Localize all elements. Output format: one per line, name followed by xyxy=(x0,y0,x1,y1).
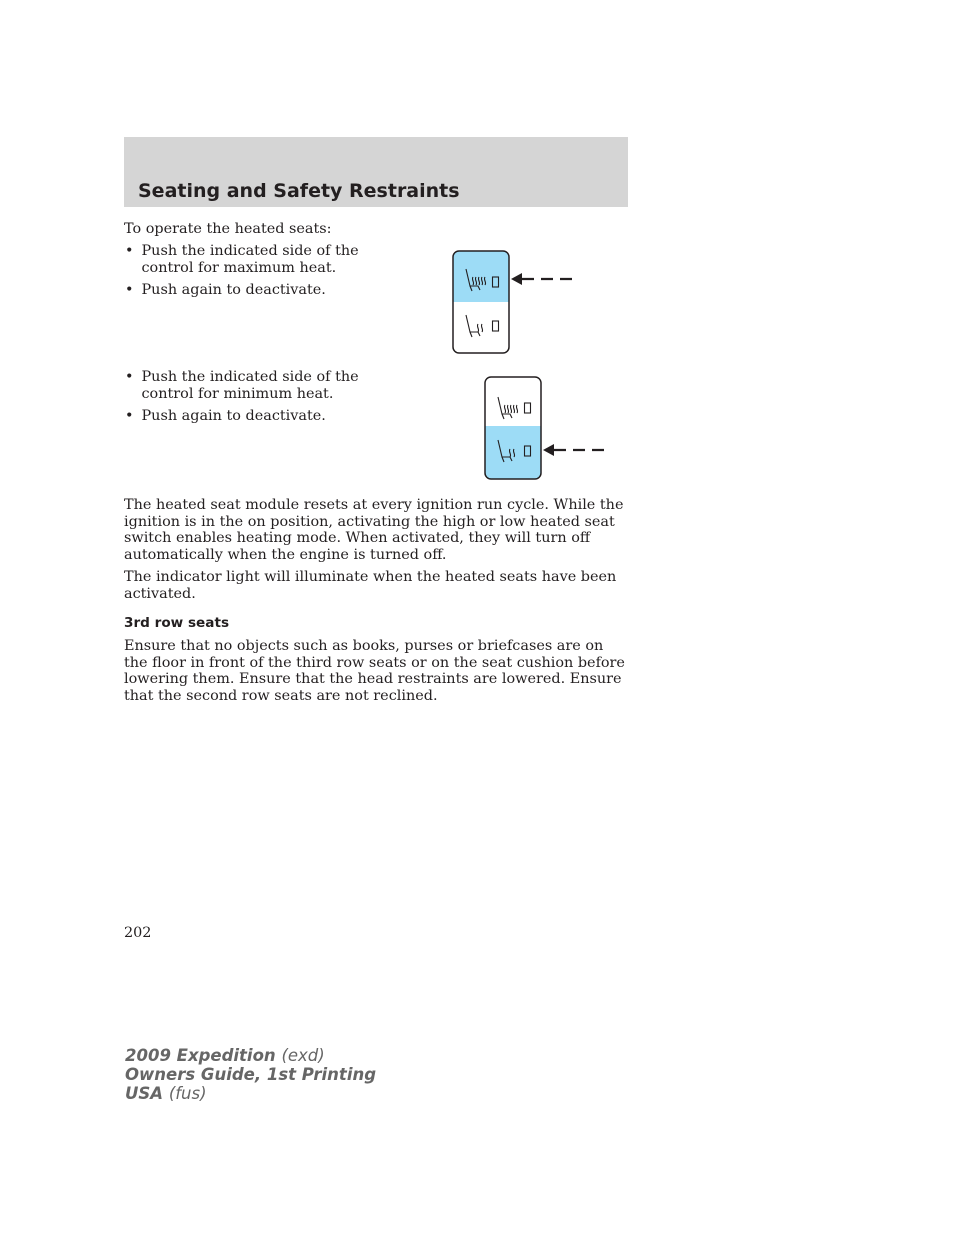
section-title: Seating and Safety Restraints xyxy=(138,180,460,202)
footer-market: USA xyxy=(125,1084,164,1103)
third-row-heading: 3rd row seats xyxy=(124,615,230,631)
high-heat-highlight xyxy=(453,251,509,302)
heated-seat-high-icon xyxy=(498,397,518,419)
dashed-arrow-icon xyxy=(543,444,607,456)
heated-seat-switch-low-figure xyxy=(472,372,622,484)
footer-guide: Owners Guide, 1st Printing xyxy=(125,1065,377,1084)
section-header xyxy=(124,137,628,207)
indicator-light-paragraph: The indicator light will illuminate when the heated seats have been activated. xyxy=(124,569,617,602)
page-number: 202 xyxy=(124,925,152,941)
bullet-item: • Push the indicated side of the control for maximum heat. xyxy=(124,243,364,276)
bullet-item: • Push again to deactivate. xyxy=(124,408,364,425)
bullet-item: • Push again to deactivate. xyxy=(124,282,364,299)
bullet-item: • Push the indicated side of the control for minimum heat. xyxy=(124,369,364,402)
low-heat-highlight xyxy=(485,426,541,479)
module-reset-paragraph: The heated seat module resets at every ignition run cycle. While the ignition is in the on position, activating the high or low heated seat switch enables heating mode. When activated, they will turn off automatically when the engine is turned off. xyxy=(124,497,624,563)
document-footer xyxy=(125,1046,376,1103)
intro-text: To operate the heated seats: xyxy=(124,221,332,237)
dashed-arrow-icon xyxy=(511,273,575,285)
max-heat-bullets xyxy=(124,243,364,304)
footer-market-code: (fus) xyxy=(168,1084,207,1103)
heated-seat-low-icon xyxy=(466,315,483,337)
indicator-light-icon xyxy=(493,321,499,331)
heated-seat-switch-high-figure xyxy=(440,246,590,358)
footer-line-market xyxy=(125,1084,376,1103)
footer-model-code: (exd) xyxy=(281,1046,325,1065)
third-row-paragraph: Ensure that no objects such as books, purses or briefcases are on the floor in front of the third row seats or on the seat cushion before lowering them. Ensure that the head restraints are lowered. Ensure that the second row seats are not reclined. xyxy=(124,638,625,704)
indicator-light-icon xyxy=(525,403,531,413)
footer-line-model xyxy=(125,1046,376,1065)
footer-model: 2009 Expedition xyxy=(125,1046,276,1065)
min-heat-bullets xyxy=(124,369,364,430)
